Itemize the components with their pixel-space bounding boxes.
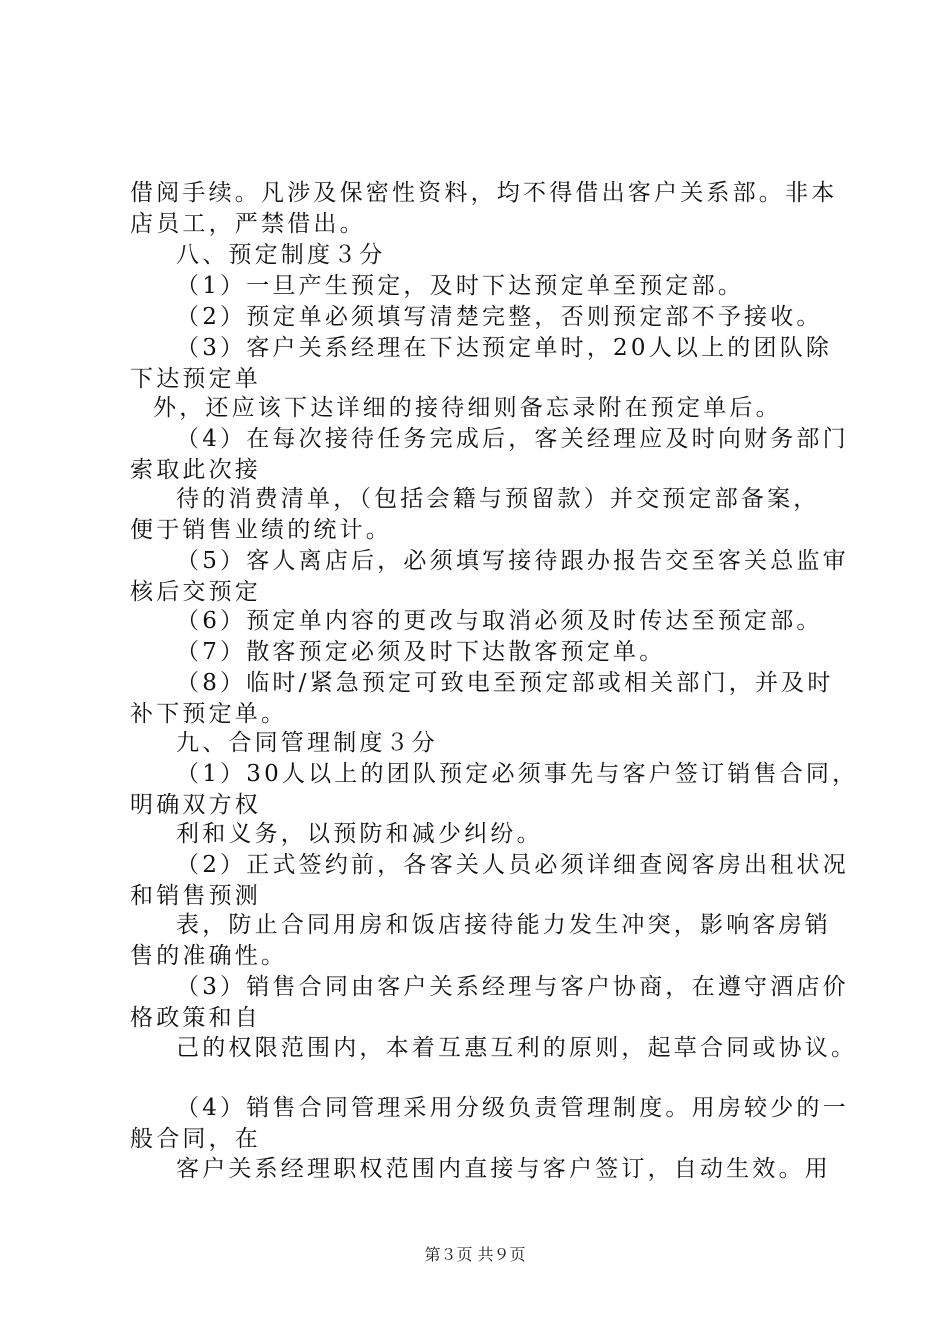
text-line: （2）正式签约前，各客关人员必须详细查阅客房出租状况 [176, 852, 849, 878]
text-line: （4）销售合同管理采用分级负责管理制度。用房较少的一 [176, 1095, 849, 1121]
text-line: 己的权限范围内，本着互惠互利的原则，起草合同或协议。 [176, 1035, 858, 1061]
text-line: （4）在每次接待任务完成后，客关经理应及时向财务部门 [176, 426, 849, 452]
text-line: 下达预定单 [130, 366, 261, 392]
text-line: （5）客人离店后，必须填写接待跟办报告交至客关总监审 [176, 548, 849, 574]
section-heading: 八、预定制度３分 [176, 242, 386, 268]
text-line: 店员工，严禁借出。 [130, 211, 366, 237]
text-line: 和销售预测 [130, 883, 261, 909]
text-line: 核后交预定 [130, 579, 261, 605]
text-line: （2）预定单必须填写清楚完整，否则预定部不予接收。 [176, 304, 823, 330]
text-line: 外，还应该下达详细的接待细则备忘录附在预定单后。 [153, 395, 782, 421]
text-line: 售的准确性。 [130, 943, 288, 969]
text-line: （8）临时/紧急预定可致电至预定部或相关部门，并及时 [176, 670, 834, 696]
text-line: 客户关系经理职权范围内直接与客户签订，自动生效。用 [176, 1156, 831, 1182]
text-line: 借阅手续。凡涉及保密性资料，均不得借出客户关系部。非本 [130, 180, 838, 206]
text-line: （7）散客预定必须及时下达散客预定单。 [176, 639, 666, 665]
text-line: （1）30人以上的团队预定必须事先与客户签订销售合同， [176, 761, 859, 787]
text-line: 索取此次接 [130, 457, 261, 483]
text-line: 利和义务，以预防和减少纠纷。 [176, 821, 543, 847]
text-line: 般合同，在 [130, 1126, 261, 1152]
text-line: 格政策和自 [130, 1005, 261, 1031]
page-number-footer: 第３页 共９页 [424, 1245, 526, 1264]
text-line: （3）销售合同由客户关系经理与客户协商，在遵守酒店价 [176, 974, 849, 1000]
section-heading: 九、合同管理制度３分 [176, 730, 438, 756]
text-line: 表，防止合同用房和饭店接待能力发生冲突，影响客房销 [176, 912, 831, 938]
text-line: 待的消费清单，（包括会籍与预留款）并交预定部备案， [176, 486, 820, 512]
text-line: 补下预定单。 [130, 701, 288, 727]
text-line: 便于销售业绩的统计。 [130, 517, 392, 543]
text-line: 明确双方权 [130, 792, 261, 818]
text-line: （6）预定单内容的更改与取消必须及时传达至预定部。 [176, 608, 823, 634]
text-line: （3）客户关系经理在下达预定单时，20人以上的团队除 [176, 335, 833, 361]
text-line: （1）一旦产生预定，及时下达预定单至预定部。 [176, 273, 745, 299]
